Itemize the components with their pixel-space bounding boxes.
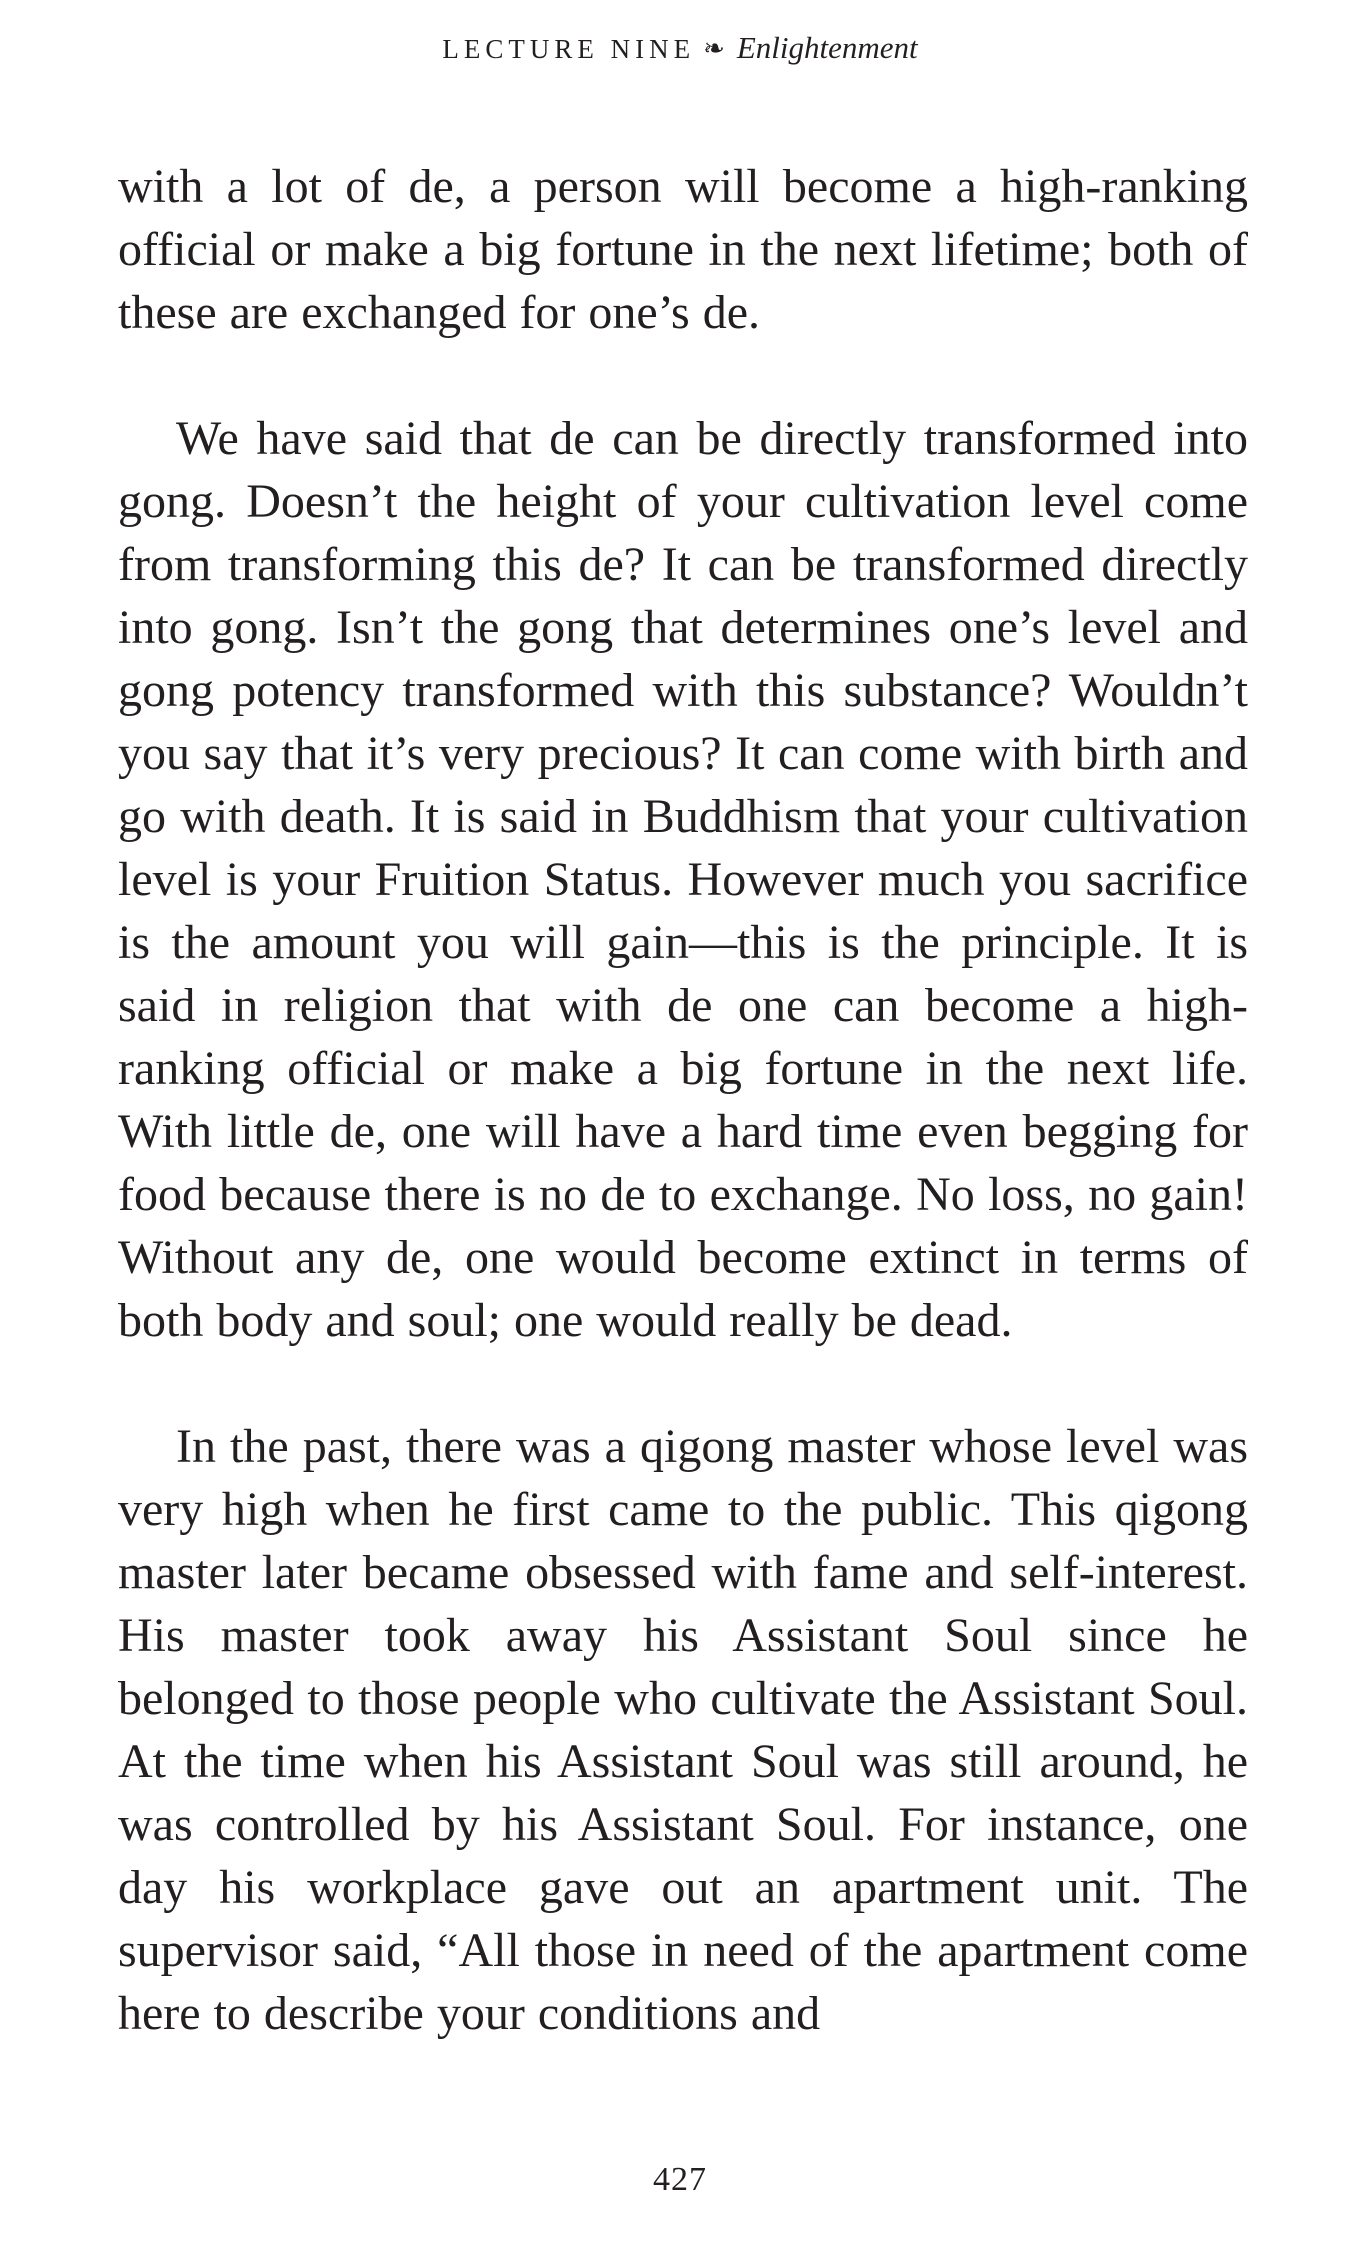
paragraph-de-transformed: We have said that de can be directly transformed into gong. Doesn’t the height of your cultivation level come from transforming this de? It can be transformed directly into gong. Isn’t the gong that determines one’s level and gong potency transformed with this substance? Wouldn’t you say that it’s very precious? It can come with birth and go with death. It is said in Buddhism that your cultivation level is your Fruition Status. However much you sacrifice is the amount you will gain—this is the principle. It is said in religion that with de one can become a high-ranking official or make a big fortune in the next life. With little de, one will have a hard time even begging for food because there is no de to exchange. No loss, no gain! Without any de, one would become extinct in terms of both body and soul; one would really be dead.	[118, 412, 1248, 1347]
page-number: 427	[653, 2161, 707, 2198]
body-text	[118, 155, 1248, 2045]
chapter-title: Enlightenment	[736, 30, 918, 65]
paragraph-qigong-master: In the past, there was a qigong master whose level was very high when he first came to the public. This qigong master later became obsessed with fame and self-interest. His master took away his Assistant Soul since he belonged to those people who cultivate the Assistant Soul. At the time when his Assistant Soul was still around, he was controlled by his Assistant Soul. For instance, one day his workplace gave out an apartment unit. The supervisor said, “All those in need of the apartment come here to describe your conditions and	[118, 1420, 1248, 2040]
paragraph-continuation: with a lot of de, a person will become a high-ranking official or make a big fortune in the next lifetime; both of these are exchanged for one’s de.	[118, 160, 1248, 339]
running-head	[0, 28, 1360, 69]
chapter-label: LECTURE NINE	[442, 34, 696, 64]
fleuron-ornament-icon: ❧	[703, 34, 725, 63]
